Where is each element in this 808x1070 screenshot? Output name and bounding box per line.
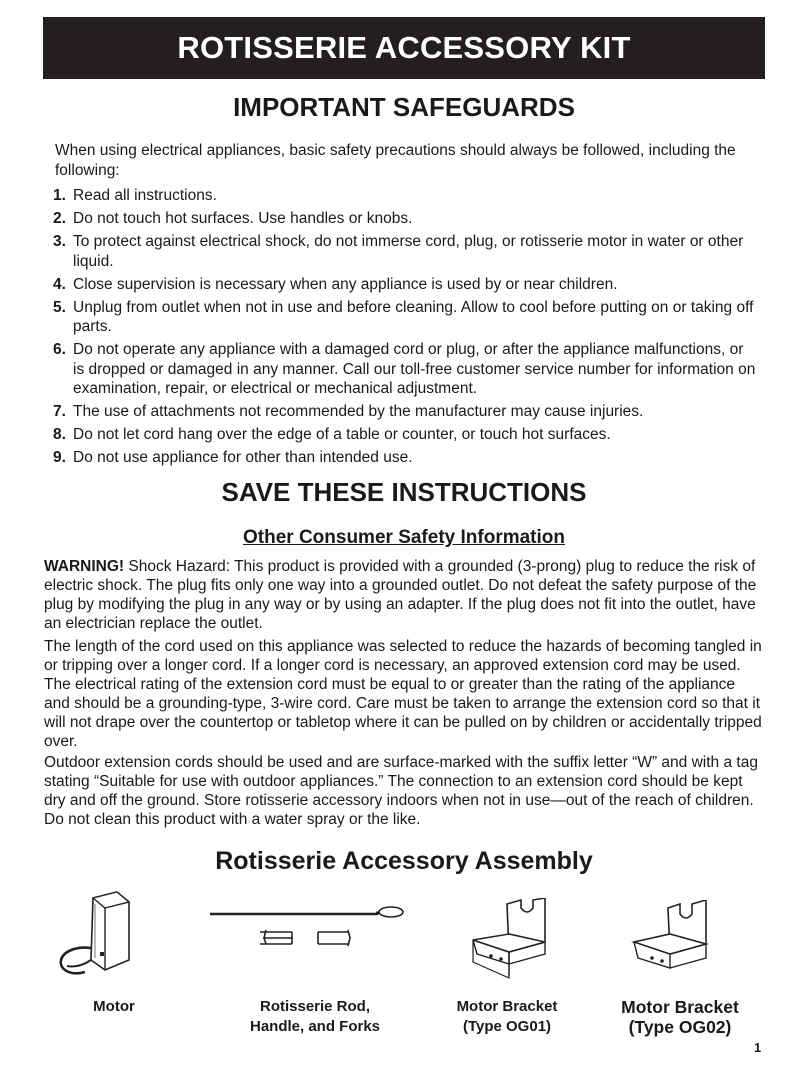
warning-label: WARNING! xyxy=(44,558,125,575)
safeguard-item xyxy=(53,402,758,422)
document-title-bar xyxy=(43,17,765,79)
safeguard-item xyxy=(53,232,758,271)
part-caption-bracket-og01 xyxy=(432,997,582,1037)
item-text: Do not let cord hang over the edge of a table or counter, or touch hot surfaces. xyxy=(73,426,611,443)
caption-line: (Type OG02) xyxy=(628,1017,732,1037)
safeguard-item xyxy=(53,298,758,337)
safeguard-item xyxy=(53,425,758,445)
item-text: Do not touch hot surfaces. Use handles or knobs. xyxy=(73,210,413,227)
caption-line: Motor Bracket xyxy=(621,997,739,1017)
outdoor-paragraph: Outdoor extension cords should be used and are surface-marked with the suffix letter “W” and with a tag stating “Suitable for use with outdoor appliances.” The connection to an extension cord should be kept dry and off the ground. Store rotisserie accessory indoors when not in use—out of the reach of children. Do not clean this product with a water spray or the like. xyxy=(44,754,758,828)
save-instructions-heading: SAVE THESE INSTRUCTIONS xyxy=(221,477,587,507)
safeguard-item xyxy=(53,448,758,468)
safeguards-list xyxy=(53,186,758,471)
safeguard-item xyxy=(53,209,758,229)
item-text: Read all instructions. xyxy=(73,187,217,204)
safeguards-intro: When using electrical appliances, basic safety precautions should always be followed, including the following: xyxy=(55,142,736,179)
safeguard-item xyxy=(53,340,758,399)
item-number: 5. xyxy=(53,298,66,316)
caption-line: Motor xyxy=(93,998,135,1015)
item-text: Do not use appliance for other than intended use. xyxy=(73,449,413,466)
item-text: To protect against electrical shock, do not immerse cord, plug, or rotisserie motor in water or other liquid. xyxy=(73,233,744,270)
caption-line: Handle, and Forks xyxy=(249,1018,381,1035)
caption-line: Rotisserie Rod, xyxy=(259,998,371,1015)
item-number: 7. xyxy=(53,403,66,420)
consumer-safety-heading: Other Consumer Safety Information xyxy=(243,527,565,548)
document-title: ROTISSERIE ACCESSORY KIT xyxy=(177,30,631,65)
warning-paragraph xyxy=(44,557,762,633)
part-caption-motor xyxy=(64,997,164,1017)
item-number: 8. xyxy=(53,426,66,443)
page-number: 1 xyxy=(754,1040,762,1055)
item-text: The use of attachments not recommended by the manufacturer may cause injuries. xyxy=(73,403,644,420)
assembly-heading: Rotisserie Accessory Assembly xyxy=(215,847,593,875)
item-number: 9. xyxy=(53,449,66,466)
cord-paragraph: The length of the cord used on this appliance was selected to reduce the hazards of becoming tangled in or tripping over a longer cord. If a longer cord is necessary, an approved extension cord may be used. The electrical rating of the extension cord must be equal to or greater than the rating of the appliance and should be a grounding-type, 3-wire cord. Care must be taken to arrange the extension cord so that it will not drape over the countertop or tabletop where it can be pulled on by children or accidentally tripped over. xyxy=(44,638,762,750)
warning-text: Shock Hazard: This product is provided with a grounded (3-prong) plug to reduce the risk of electric shock. The plug fits only one way into a grounded outlet. Do not defeat the safety purpose of the plug by modifying the plug in any way or by using an adapter. If the plug does not fit into the outlet, have an electrician replace the outlet. xyxy=(44,558,757,632)
motor-bracket-og01-illustration xyxy=(465,898,555,980)
caption-line: Motor Bracket xyxy=(456,998,558,1015)
item-text: Do not operate any appliance with a damaged cord or plug, or after the appliance malfunctions, or is dropped or damaged in any manner. Call our toll-free customer service number for information on examination, repair, or electrical or mechanical adjustment. xyxy=(73,341,756,397)
item-number: 3. xyxy=(53,233,66,250)
motor-illustration xyxy=(55,888,145,983)
item-number: 1. xyxy=(53,187,66,204)
item-number: 2. xyxy=(53,210,66,227)
safeguards-heading: IMPORTANT SAFEGUARDS xyxy=(233,92,575,122)
rotisserie-rod-illustration xyxy=(208,900,408,960)
item-number: 4. xyxy=(53,275,66,293)
part-caption-rod xyxy=(225,997,405,1037)
safeguard-item xyxy=(53,186,758,206)
item-number: 6. xyxy=(53,341,66,358)
caption-line: (Type OG01) xyxy=(462,1018,552,1035)
part-caption-bracket-og02 xyxy=(598,997,762,1037)
item-text: Unplug from outlet when not in use and before cleaning. Allow to cool before putting on or taking off parts. xyxy=(73,298,754,335)
motor-bracket-og02-illustration xyxy=(628,900,718,982)
safeguard-item xyxy=(53,275,758,295)
item-text: Close supervision is necessary when any appliance is used by or near children. xyxy=(73,275,618,293)
